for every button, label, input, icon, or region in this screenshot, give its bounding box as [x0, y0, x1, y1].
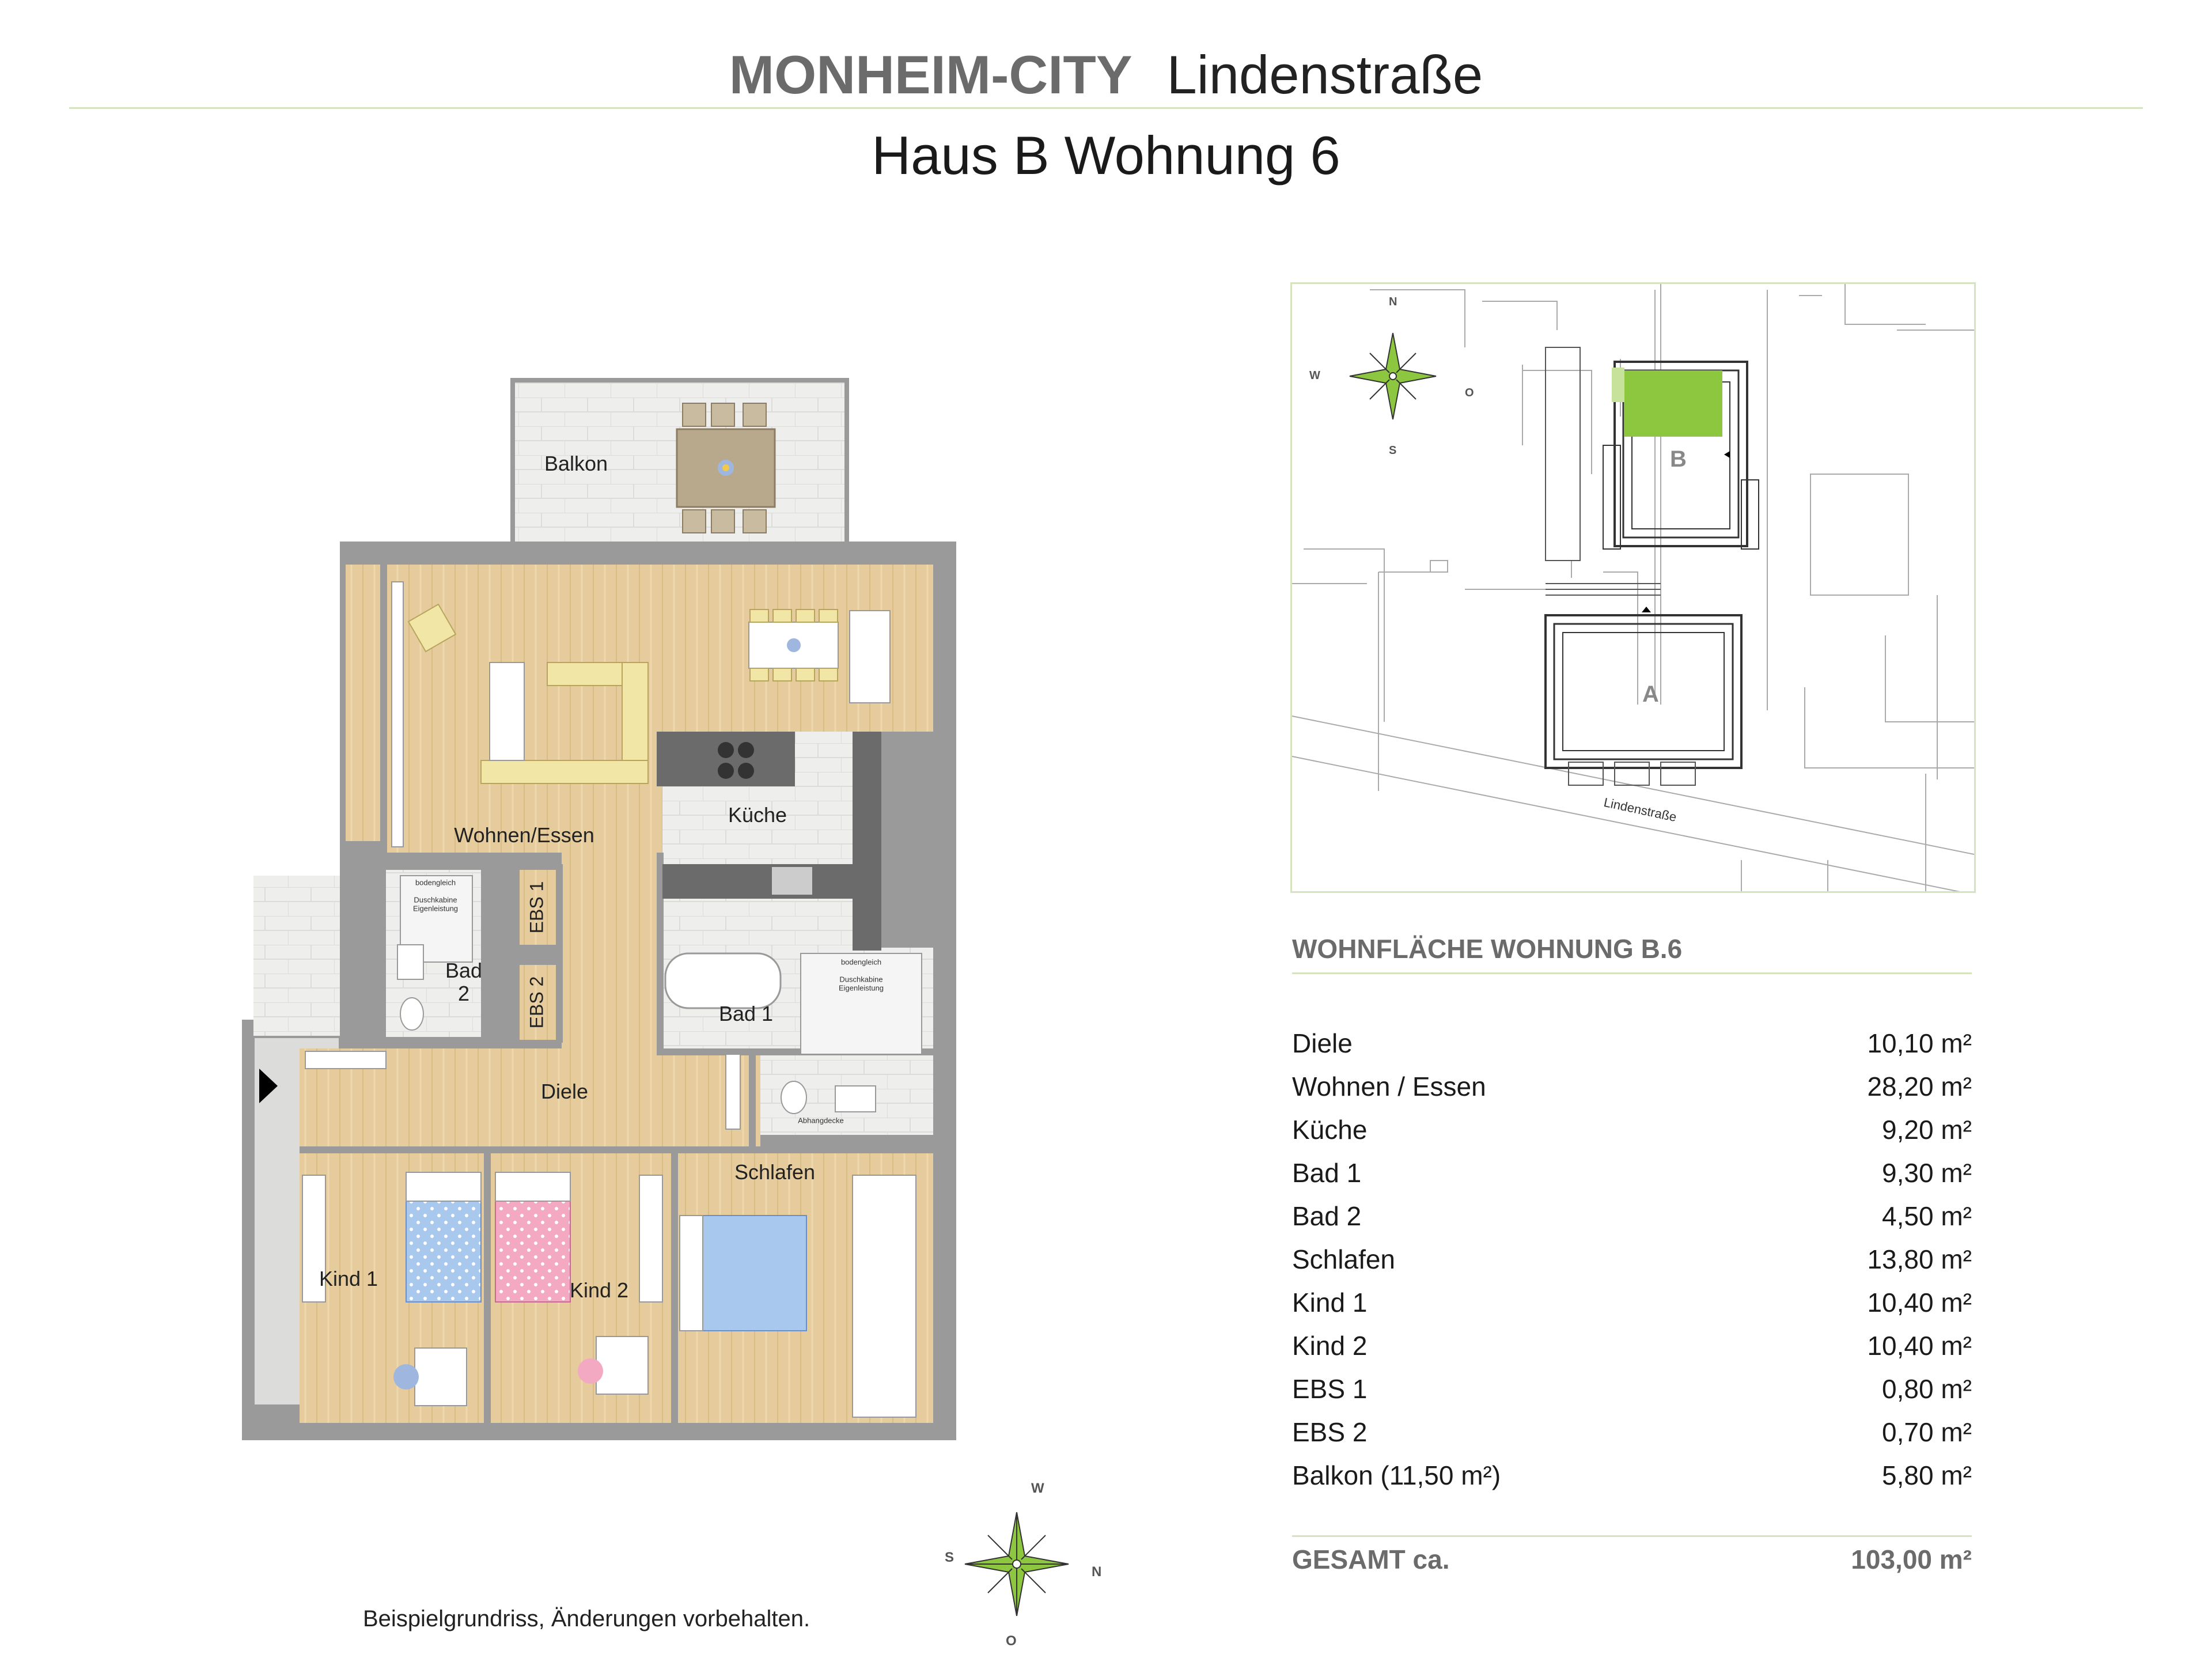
area-row-value: 9,20 m² [1882, 1115, 1972, 1145]
area-row-label: Wohnen / Essen [1292, 1072, 1486, 1101]
note-bodengleich-bad2: bodengleich [415, 878, 456, 887]
area-row-label: Küche [1292, 1115, 1368, 1145]
area-row-label: Kind 1 [1292, 1288, 1368, 1318]
note-duschkabine-bad2: Duschkabine [414, 895, 457, 904]
total-value: 103,00 m² [1851, 1544, 1972, 1574]
wardrobe [305, 1051, 386, 1069]
compass-label-n: N [1092, 1564, 1102, 1580]
brand-name: MONHEIM-CITY [729, 44, 1132, 105]
area-table-title: WOHNFLÄCHE WOHNUNG B.6 [1292, 934, 1683, 964]
orientation-compass [933, 1469, 1106, 1659]
area-row [1292, 1238, 1972, 1281]
area-row-label: EBS 2 [1292, 1417, 1368, 1447]
project-title [0, 35, 2212, 115]
map-compass-south: S [1389, 444, 1397, 457]
orientation-compass-icon [933, 1469, 1106, 1659]
area-row-value: 10,10 m² [1867, 1028, 1972, 1058]
site-map-drawing [1292, 284, 1974, 891]
area-row [1292, 1454, 1972, 1497]
label-building-a: A [1642, 682, 1659, 707]
room-label-bad2: Bad 2 [445, 959, 483, 1005]
map-compass-east: O [1465, 387, 1474, 399]
area-row-value: 13,80 m² [1867, 1244, 1972, 1274]
label-building-b: B [1670, 446, 1687, 472]
header-divider [69, 107, 2143, 109]
area-row-label: Diele [1292, 1028, 1353, 1058]
unit-title: Haus B Wohnung 6 [872, 125, 1340, 185]
room-label-kueche: Küche [728, 803, 787, 827]
street-name: Lindenstraße [1166, 44, 1483, 105]
compass-label-s: S [945, 1550, 955, 1565]
area-row-value: 0,80 m² [1882, 1374, 1972, 1404]
room-label-bad1: Bad 1 [718, 1002, 774, 1025]
area-row-label: EBS 1 [1292, 1374, 1368, 1404]
map-compass-icon [1350, 333, 1436, 419]
area-row-label: Bad 2 [1292, 1201, 1362, 1231]
total-label: GESAMT ca. [1292, 1544, 1450, 1574]
map-compass-west: W [1309, 369, 1320, 382]
compass-label-w: W [1031, 1481, 1044, 1496]
area-row [1292, 1195, 1972, 1238]
room-label-kind1: Kind 1 [319, 1267, 378, 1290]
room-label-schlafen: Schlafen [734, 1160, 816, 1184]
room-label-ebs2: EBS 2 [526, 976, 547, 1029]
area-row-value: 4,50 m² [1882, 1201, 1972, 1231]
footer-disclaimer: Beispielgrundriss, Änderungen vorbehalten. [363, 1606, 810, 1631]
area-row-label: Schlafen [1292, 1244, 1396, 1274]
area-total-row [1292, 1539, 1972, 1580]
map-street-label: Lindenstraße [1602, 794, 1678, 825]
area-row [1292, 1022, 1972, 1065]
room-label-balkon: Balkon [544, 452, 608, 475]
site-map [1290, 282, 1976, 893]
area-row [1292, 1324, 1972, 1368]
map-compass-north: N [1389, 296, 1397, 308]
balcony-table [677, 403, 775, 533]
area-row [1292, 1411, 1972, 1454]
area-row [1292, 1065, 1972, 1108]
room-label-kind2: Kind 2 [569, 1278, 629, 1302]
note-eigenleistung-bad2: Eigenleistung [412, 904, 459, 913]
area-row-label: Balkon (11,50 m²) [1292, 1460, 1501, 1490]
area-row-label: Kind 2 [1292, 1331, 1368, 1361]
note-eigenleistung-bad1: Eigenleistung [838, 983, 884, 993]
note-duschkabine-bad1: Duschkabine [839, 975, 883, 984]
area-row-value: 10,40 m² [1867, 1288, 1972, 1318]
area-row [1292, 1108, 1972, 1152]
area-row-value: 10,40 m² [1867, 1331, 1972, 1361]
floor-plan [242, 369, 956, 1452]
room-label-diele: Diele [540, 1080, 589, 1103]
area-row-label: Bad 1 [1292, 1158, 1362, 1188]
compass-label-o: O [1006, 1633, 1017, 1649]
area-row-value: 28,20 m² [1867, 1072, 1972, 1101]
area-row-value: 9,30 m² [1882, 1158, 1972, 1188]
note-bodengleich-bad1: bodengleich [840, 957, 882, 967]
area-row-value: 5,80 m² [1882, 1460, 1972, 1490]
area-row [1292, 1281, 1972, 1324]
area-row [1292, 1368, 1972, 1411]
room-label-wohnen: Wohnen/Essen [454, 823, 594, 847]
area-row-value: 0,70 m² [1882, 1417, 1972, 1447]
note-abhangdecke: Abhangdecke [798, 1116, 844, 1125]
area-row [1292, 1152, 1972, 1195]
area-table-divider [1292, 972, 1972, 974]
room-label-ebs1: EBS 1 [526, 881, 547, 934]
total-divider [1292, 1535, 1972, 1537]
